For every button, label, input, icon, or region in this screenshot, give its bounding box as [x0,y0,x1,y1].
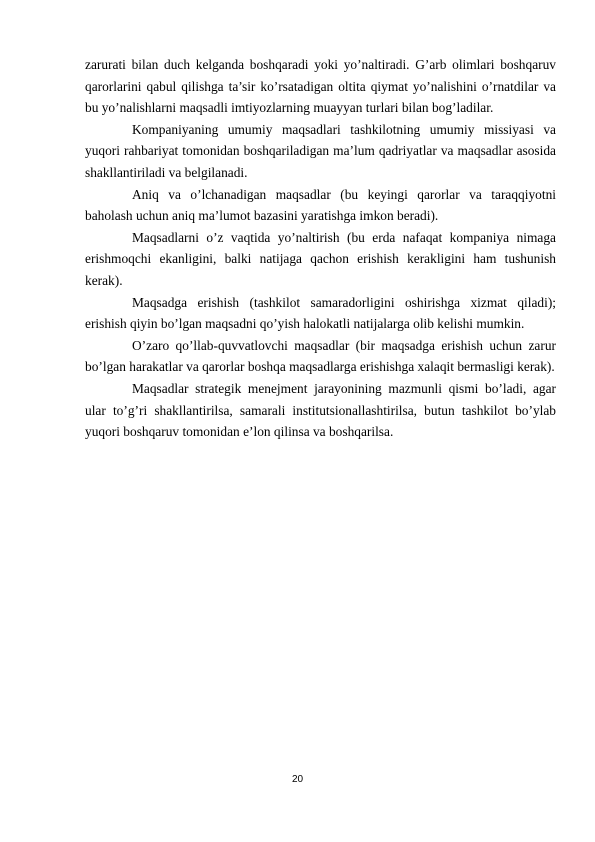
paragraph-company-goals: Kompaniyaning umumiy maqsadlari tashkilotning umumiy missiyasi va yuqori rahbariyat tomonidan boshqariladigan ma’lum qadriyatlar va maqsadlar asosida shakllantiriladi va belgilanadi. [85,121,556,180]
body-text [85,54,556,443]
paragraph-supporting-goals: O’zaro qo’llab-quvvatlovchi maqsadlar (bir maqsadga erishish uchun zarur bo’lgan harakatlar va qarorlar boshqa maqsadlarga erishishga xalaqit bermasligi kerak). [85,337,556,375]
page-number: 20 [291,774,304,785]
paragraph-measurable-goals: Aniq va o’lchanadigan maqsadlar (bu keyingi qarorlar va taraqqiyotni baholash uchun aniq ma’lumot bazasini yaratishga imkon beradi). [85,186,556,224]
paragraph-continued: zarurati bilan duch kelganda boshqaradi yoki yo’naltiradi. G’arb olimlari boshqaruv qarorlarini qabul qilishga ta’sir ko’rsatadigan oltita qiymat yo’nalishini o’rnatdilar va bu yo’nalishlarni maqsadli imtiyozlarning muayyan turlari bilan bog’ladilar. [85,57,556,116]
paragraph-strategic-goals: Maqsadlar strategik menejment jarayonining mazmunli qismi bo’ladi, agar ular to’g’ri shakllantirilsa, samarali institutsionallashtirilsa, butun tashkilot bo’ylab yuqori boshqaruv tomonidan e’lon qilinsa va boshqarilsa. [85,380,556,440]
paragraph-achievable-goals: Maqsadga erishish (tashkilot samaradorligini oshirishga xizmat qiladi); erishish qiyin bo’lgan maqsadni qo’yish halokatli natijalarga olib kelishi mumkin. [85,294,556,332]
paragraph-timely-goals: Maqsadlarni o’z vaqtida yo’naltirish (bu erda nafaqat kompaniya nimaga erishmoqchi ekanligini, balki natijaga qachon erishish kerakligini ham tushunish kerak). [85,229,556,288]
